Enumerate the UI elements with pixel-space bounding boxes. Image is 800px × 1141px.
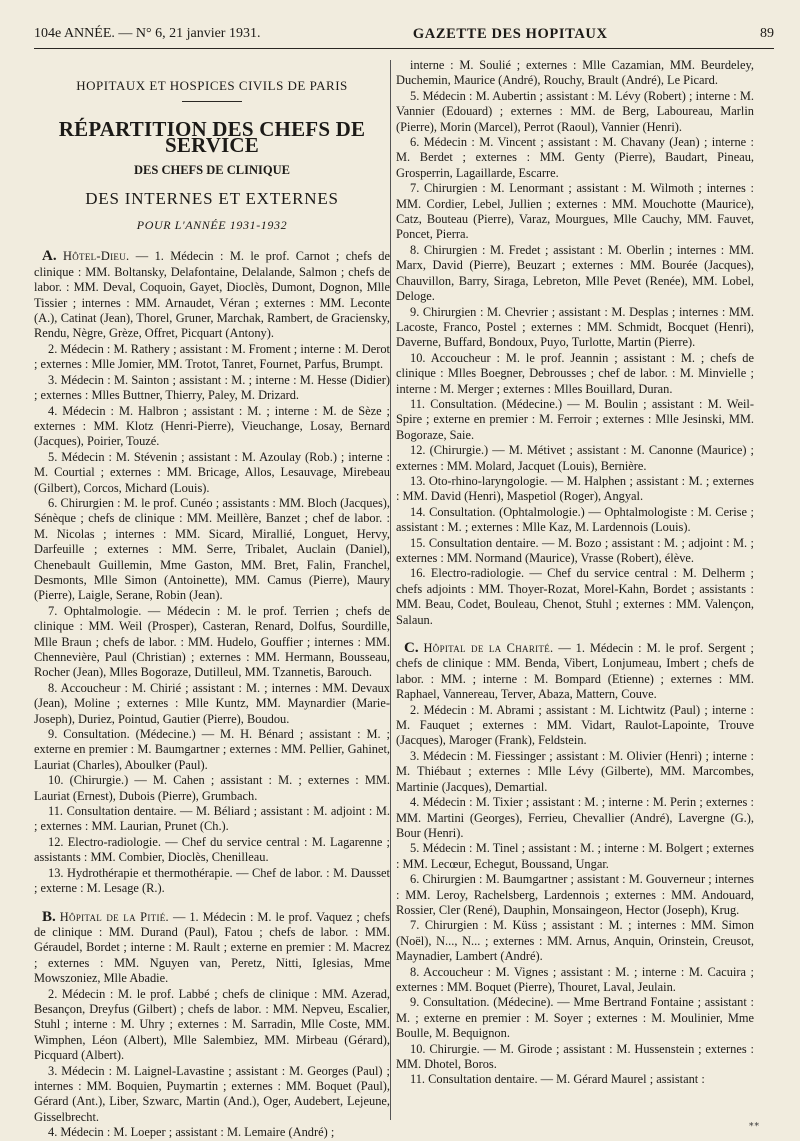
service-paragraph: 4. Médecin : M. Loeper ; assistant : M. Lemaire (André) ;: [48, 1125, 335, 1140]
paragraph-text: — 1. Médecin : M. le prof. Carnot ; chefs de clinique : MM. Boltansky, Delafontaine, Delalande, Salmon ; chefs de labor. : MM. Deval, Coquoin, Gayet, Dioclès, Dumont, Dognon, Mlle Tissier ; internes : MM. Arnaudet, Véran ; externes : MM. Leconte (A.), Catinat (Jean), Thorel, Gruner, Marchak, Rambert, de Graciensky, Rendu, Nègre, Grèze, Offret, Picquart (Antony).: [34, 249, 390, 341]
service-paragraph: 14. Consultation. (Ophtalmologie.) — Ophtalmologiste : M. Cerise ; assistant : M. ; externes : Mlle Kaz, M. Lardennois (Louis).: [396, 504, 754, 535]
hospital-name: Hôtel-Dieu.: [62, 249, 130, 264]
hospital-name: Hôpital de la Pitié.: [59, 909, 169, 924]
service-paragraph: 9. Chirurgien : M. Chevrier ; assistant : M. Desplas ; internes : MM. Lacoste, Franco, Postel ; externes : MM. Schmidt, Bocquet (Henri), Daverne, Buffard, Bondoux, Puyo, Turlotte, Martin (Pierre).: [396, 304, 754, 350]
page-number: 89: [759, 26, 774, 41]
section-letter: C.: [404, 640, 419, 657]
service-paragraph: 15. Consultation dentaire. — M. Bozo ; assistant : M. ; adjoint : M. ; externes : MM. Normand (Maurice), Vrasse (Robert), élève.: [396, 535, 754, 565]
left-column-body: [34, 249, 390, 1140]
subtitle-year: POUR L'ANNÉE 1931-1932: [136, 218, 288, 233]
hospital-name: Hôpital de la Charité.: [423, 641, 554, 656]
service-paragraph: 4. Médecin : M. Tixier ; assistant : M. ; interne : M. Perin ; externes : MM. Martini (Georges), Ferrieu, Chevallier (André), Lavergne (G.), Bour (Henri).: [396, 795, 754, 840]
subtitle-chefs-clinique: DES CHEFS DE CLINIQUE: [134, 163, 290, 178]
footer-mark: **: [749, 1122, 760, 1132]
main-title: RÉPARTITION DES CHEFS DE SERVICE: [58, 117, 366, 157]
service-paragraph: 5. Médecin : M. Stévenin ; assistant : M. Azoulay (Rob.) ; interne : M. Courtial ; externes : MM. Bricage, Allos, Lesauvage, Mirebeau (Gilbert), Corcos, Michard (Louis).: [34, 449, 390, 495]
service-paragraph: 9. Consultation. (Médecine.) — M. H. Bénard ; assistant : M. ; externe en premier : M. Baumgartner ; externes : MM. Pellier, Gahinet, Lauriat (Charles), Aboulker (Paul).: [34, 727, 390, 772]
service-paragraph: 6. Chirurgien : M. Baumgartner ; assistant : M. Gouverneur ; internes : MM. Leroy, Rachelsberg, Lardennois ; externes : MM. Andouard, Rossier, Cler (René), Dauphin, Monsaingeon, Hector (Joseph), Krug.: [396, 872, 754, 917]
service-paragraph: 5. Médecin : M. Aubertin ; assistant : M. Lévy (Robert) ; interne : M. Vannier (Edouard) ; externes : MM. de Berg, Laboureau, Marlin (Pierre), Morin (Marcel), Perrot (Raoul), Vannier (Henri).: [396, 88, 754, 134]
title-rule: [182, 101, 242, 102]
service-paragraph: 6. Médecin : M. Vincent ; assistant : M. Chavany (Jean) ; interne : M. Berdet ; externes : MM. Genty (Pierre), Baudart, Pineau, Grosperrin, Lagaillarde, Escarre.: [396, 135, 754, 180]
service-paragraph: interne : M. Soulié ; externes : Mlle Cazamian, MM. Beurdeley, Duchemin, Maurice (André), Rouchy, Brault (André), Le Picard.: [396, 58, 754, 88]
service-paragraph: 10. Accoucheur : M. le prof. Jeannin ; assistant : M. ; chefs de clinique : Mlles Boegner, Debrousses ; chef de labor. : M. Minvielle ; interne : M. Merger ; externes : Mlles Bouillard, Duran.: [396, 350, 754, 396]
paragraph-text: — 1. Médecin : M. le prof. Vaquez ; chefs de clinique : MM. Durand (Paul), Fatou ; chefs de labor. : MM. Géraudel, Bordet ; interne : M. Rault ; externe en premier : M. Macrez ; externes : MM. Nguyen van, Peretz, Nitti, Iglesias, Mme Mowszoniez, Mlle Abadie.: [34, 909, 390, 986]
page-header: [34, 20, 774, 49]
heading-institution: HOPITAUX ET HOSPICES CIVILS DE PARIS: [76, 78, 348, 93]
service-paragraph: 12. Electro-radiologie. — Chef du service central : M. Lagarenne ; assistants : MM. Combier, Dioclès, Chenilleau.: [34, 834, 390, 865]
service-paragraph: 13. Hydrothérapie et thermothérapie. — Chef de labor. : M. Dausset ; externe : M. Lesage (R.).: [34, 865, 390, 896]
service-paragraph: 10. (Chirurgie.) — M. Cahen ; assistant : M. ; externes : MM. Lauriat (Ernest), Dubois (Pierre), Grumbach.: [34, 773, 390, 803]
service-paragraph: 3. Médecin : M. Fiessinger ; assistant : M. Olivier (Henri) ; interne : M. Thiébaut ; externes : Mlle Lévy (Gilberte), MM. Marcombes, Martinie (Jacques), Demartial.: [396, 748, 754, 794]
column-divider: [390, 60, 391, 1120]
service-paragraph: 8. Chirurgien : M. Fredet ; assistant : M. Oberlin ; internes : MM. Marx, David (Pierre), Beuzart ; externes : MM. Bourée (Jacques), Chauvillon, Barry, Siraga, Lebreton, Mlle Pevet (Renée), MM. Lobel, Deloge.: [396, 242, 754, 304]
service-paragraph: 2. Médecin : M. Abrami ; assistant : M. Lichtwitz (Paul) ; interne : M. Fauquet ; externes : MM. Vidart, Raulot-Lapointe, Trouve (Jacques), Maroger (Frank), Feldstein.: [396, 702, 754, 748]
section-paragraph: [34, 910, 390, 987]
service-paragraph: 10. Chirurgie. — M. Girode ; assistant : M. Hussenstein ; externes : MM. Dhotel, Boros.: [396, 1041, 754, 1071]
service-paragraph: 7. Chirurgien : M. Lenormant ; assistant : M. Wilmoth ; internes : MM. Cordier, Lebel, Jullien ; externes : MM. Mouchotte (Maurice), Catz, Bouteau (Pierre), Varaz, Mourgues, Mlle Cauchy, MM. Fauvet, Poncet, Pierra.: [396, 181, 754, 242]
service-paragraph: 8. Accoucheur : M. Vignes ; assistant : M. ; interne : M. Cacuira ; externes : MM. Boquet (Pierre), Thouret, Laval, Jeulain.: [396, 964, 754, 994]
service-paragraph: 3. Médecin : M. Laignel-Lavastine ; assistant : M. Georges (Paul) ; internes : MM. Boquien, Puymartin ; externes : MM. Boquet (Paul), Gérard (Ant.), Liber, Szwarc, Martin (And.), Oger, Audebert, Lejeune, Gisselbrecht.: [34, 1063, 390, 1124]
right-column: [396, 58, 754, 1128]
section-letter: B.: [42, 908, 56, 925]
service-paragraph: 8. Accoucheur : M. Chirié ; assistant : M. ; internes : MM. Devaux (Jean), Moline ; externes : Mlle Kuntz, MM. Maynardier (Marie-Joseph), Duriez, Pointud, Gautier (Pierre), Boudou.: [34, 680, 390, 726]
service-paragraph: 2. Médecin : M. le prof. Labbé ; chefs de clinique : MM. Azerad, Besançon, Dreyfus (Gilbert) ; chefs de labor. : MM. Nepveu, Escalier, Stuhl ; interne : M. Uhry ; externes : M. Sarradin, Mlle Coste, MM. Wimphen, Léon (Albert), Mlle Salembiez, MM. Mirbeau (Gérard), Picquard (Albert).: [34, 986, 390, 1063]
publication-title: GAZETTE DES HOPITAUX: [412, 25, 608, 42]
service-paragraph: 2. Médecin : M. Rathery ; assistant : M. Froment ; interne : M. Derot ; externes : Mlle Jomier, MM. Trotot, Tanret, Fournet, Parfus, Brumpt.: [34, 341, 390, 372]
section-letter: A.: [42, 248, 57, 265]
service-paragraph: 11. Consultation dentaire. — M. Gérard Maurel ; assistant :: [410, 1072, 705, 1087]
section-paragraph: [34, 249, 390, 341]
issue-info: 104e ANNÉE. — N° 6, 21 janvier 1931.: [34, 26, 261, 41]
service-paragraph: 5. Médecin : M. Tinel ; assistant : M. ; interne : M. Bolgert ; externes : MM. Lecœur, Echegut, Boussand, Ungar.: [396, 841, 754, 871]
service-paragraph: 9. Consultation. (Médecine). — Mme Bertrand Fontaine ; assistant : M. ; externe en premier : M. Soyer ; externes : M. Moulinier, Mme Boulle, M. Bequignon.: [396, 995, 754, 1041]
paragraph-text: — 1. Médecin : M. le prof. Sergent ; chefs de clinique : MM. Benda, Vibert, Lonjumeau, Imbert ; chefs de labor. : MM. ; interne : M. Bompard (Etienne) ; externes : MM. Raphael, Vannereau, Terver, Abaza, Mattern, Couve.: [396, 641, 754, 702]
section-paragraph: [396, 641, 754, 703]
service-paragraph: 3. Médecin : M. Sainton ; assistant : M. ; interne : M. Hesse (Didier) ; externes : Mlles Buttner, Thierry, Paley, M. Drizard.: [34, 372, 390, 403]
service-paragraph: 13. Oto-rhino-laryngologie. — M. Halphen ; assistant : M. ; externes : MM. David (Henri), Maspetiol (Roger), Angyal.: [396, 473, 754, 504]
service-paragraph: 6. Chirurgien : M. le prof. Cunéo ; assistants : MM. Bloch (Jacques), Sénèque ; chefs de clinique : MM. Meillère, Banzet ; chef de labor. : M. Nicolas ; internes : MM. Sicard, Mirallié, Longuet, Hervy, Darfeuille ; externes : MM. Serre, Tribalet, Auclain (Daniel), Chenebault Guillemin, Mme Gaston, MM. Bret, Falin, Franchel, Desmonts, Mlle Simon (Antoinette), MM. Camus (Pierre), Maury (Pierre), Laigle, Serane, Robin (Jean).: [34, 495, 390, 603]
service-paragraph: 11. Consultation. (Médecine.) — M. Boulin ; assistant : M. Weil-Spire ; externe en premier : M. Ferroir ; externes : Mlle Jesinski, MM. Bogoraze, Saie.: [396, 396, 754, 442]
service-paragraph: 4. Médecin : M. Halbron ; assistant : M. ; interne : M. de Sèze ; externes : MM. Klotz (Henri-Pierre), Vieuchange, Losay, Bernard (Jacques), Poirier, Touzé.: [34, 403, 390, 449]
service-paragraph: 16. Electro-radiologie. — Chef du service central : M. Delherm ; chefs adjoints : MM. Thoyer-Rozat, Morel-Kahn, Bordet ; assistants : MM. Beau, Codet, Bouleau, Chenot, Stuhl ; externes : MM. Valençon, Salaun.: [396, 566, 754, 627]
service-paragraph: 7. Chirurgien : M. Küss ; assistant : M. ; internes : MM. Simon (Noël), N..., N... ; externes : MM. Arnus, Anquin, Orinstein, Creusot, Maynadier, Lambert (André).: [396, 918, 754, 964]
service-paragraph: 12. (Chirurgie.) — M. Métivet ; assistant : M. Canonne (Maurice) ; externes : MM. Molard, Jacquet (Louis), Bernière.: [396, 443, 754, 473]
right-column-body: [396, 58, 754, 1088]
left-column: [34, 58, 390, 1140]
service-paragraph: 7. Ophtalmologie. — Médecin : M. le prof. Terrien ; chefs de clinique : MM. Weil (Prosper), Casteran, Renard, Dolfus, Sourdille, Mlle Braun ; chefs de labor. : MM. Hudelo, Gouffier ; internes : MM. Chennevière, Paul (Christian) ; externes : MM. Hermann, Bousseau, Rocher (Jean), Mlles Bogoraze, Dutilleul, MM. Tzannetis, Barouch.: [34, 603, 390, 680]
subtitle-internes: DES INTERNES ET EXTERNES: [85, 188, 339, 208]
service-paragraph: 11. Consultation dentaire. — M. Béliard ; assistant : M. adjoint : M. ; externes : MM. Laurian, Prunet (Ch.).: [34, 804, 390, 834]
